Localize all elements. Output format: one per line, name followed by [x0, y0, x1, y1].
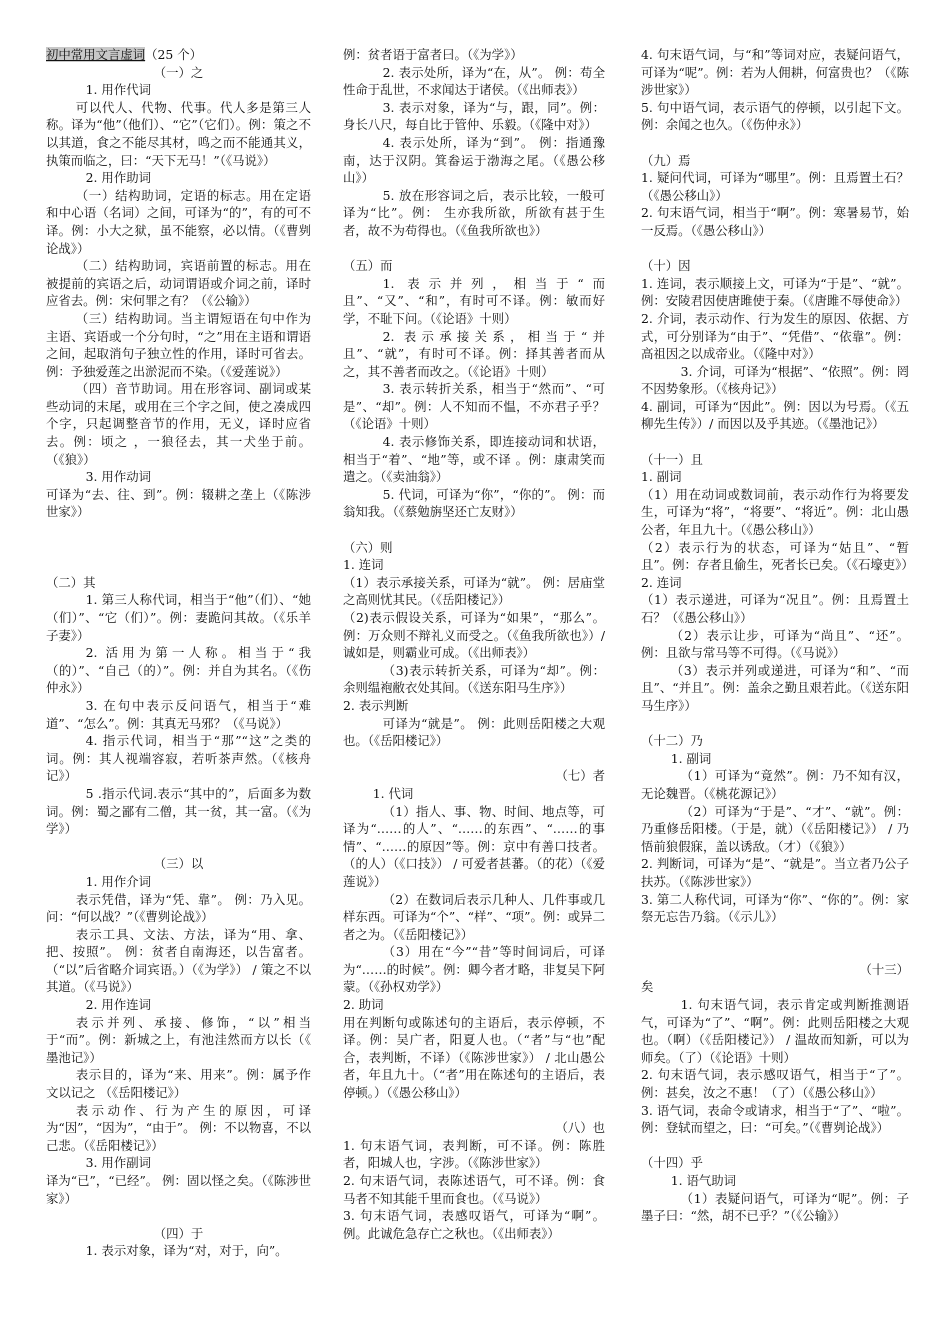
text-line: 3. 在句中表示反问语气，相当于“难道”、“怎么”。例：其真无马邪？（《马说》）	[46, 697, 311, 731]
text-line: 3. 介词，可译为“根据”、“依照”。例：罔不因势象形。（《核舟记》）	[641, 363, 909, 397]
blank-line	[343, 1102, 605, 1120]
text-line: （五）而	[343, 258, 393, 274]
text-line: （三）结构助词。当主谓短语在句中作为主语、宾语或一个分句时，“之”用在主语和谓语之间，起取消句子独立性的作用，译时可省去。例：予独爱莲之出淤泥而不染。（《爱莲说》）	[46, 310, 311, 379]
text-line: 1. 表示并列，相当于“而且”、“又”、“和”，有时可不译。例：敏而好学，不耻下问。（《论语》十则）	[343, 275, 605, 326]
text-line: 4. 表示修饰关系，即连接动词和状语，相当于“着”、“地”等，或不译 。例：康肃笑而遣之。（《卖油翁》）	[343, 434, 605, 485]
text-line: 1. 语气助词	[670, 1173, 737, 1188]
text-line: 2. 句末语气词，表陈述语气，可不译。例：食马者不知其能千里而食也。（《马说》）	[343, 1173, 605, 1206]
text-line: （四）音节助词。用在形容词、副词或某些动词的末尾，或用在三个字之间，使之凑成四个字，只起调整音节的作用，无义，译时应省去。例：顷之 ，一狼径去，其一犬坐于前。（《狼》）	[46, 381, 311, 467]
text-line: 表示凭借，译为“凭、靠”。 例：乃入见。问：“何以战？”（《曹刿论战》）	[46, 891, 311, 925]
text-line: （二）其	[46, 574, 96, 590]
text-line: 4. 副词，可译为“因此”。例：因以为号焉。（《五柳先生传》）/ 而因以及乎其迹。（《墨池记》）	[641, 398, 909, 432]
text-line: 表示工具、文法、方法，译为“用、拿、把、按照”。 例：贫者自南海还，以告富者。（“以”后省略介词宾语。）（《为学》） / 策之不以其道。（《马说》）	[46, 926, 311, 995]
blank-line	[46, 556, 311, 574]
text-line: 1. 用作介词	[85, 873, 151, 889]
text-line: 5. 放在形容词之后，表示比较，一般可译为“比”。例： 生亦我所欲，所欲有甚于生者，故不为苟得也。（《鱼我所欲也》）	[343, 187, 605, 238]
text-line: 2. 用作连词	[85, 997, 151, 1013]
text-line: 1. 疑问代词，可译为“哪里”。例：且焉置土石？（《愚公移山》）	[641, 170, 909, 203]
text-line: （1）指人、事、物、时间、地点等，可译为“……的人”、“……的东西”、“……的事情”、“……的原因”等。例：京中有善口技者。（的人）（《口技》） / 可爱者甚蕃。（的花）（《爱莲说》）	[343, 803, 605, 889]
blank-line	[343, 521, 605, 539]
text-line: 3. 表示转折关系，相当于“然而”、“可是”、“却”。例：人不知而不愠，不亦君子乎？（《论语》十则）	[343, 381, 605, 432]
text-line: （四）于	[153, 1225, 204, 1241]
text-line: 2. 连词	[641, 574, 682, 590]
text-line: （2)表示假设关系，可译为“如果”，“那么”。例：万众则不辩礼义而受之。（《鱼我所欲也》）/ 诚如是，则霸业可成。（《出师表》）	[343, 610, 605, 661]
text-line: （3）表示并列或递进，可译为“和”、“而且”、“并且”。例：盖余之勤且艰若此。（《送东阳马生序》）	[641, 662, 909, 713]
text-line: 2. 活用为第一人称。相当于“我（的）”、“自己（的）”。例：并自为其名。（《伤仲永》）	[46, 645, 311, 696]
text-line: （一）结构助词，定语的标志。用在定语和中心语（名词）之间，可译为“的”，有的可不译。例：小大之狱，虽不能察，必以情。（《曹刿论战》）	[46, 187, 311, 256]
text-line: （十一）且	[641, 451, 703, 467]
text-line: 1. 代词	[372, 785, 414, 801]
text-line: 3. 表示对象，译为“与，跟，同”。例：身长八尺，每自比于管仲、乐毅。（《隆中对》）	[343, 99, 605, 133]
blank-line	[343, 750, 605, 768]
text-line: （1）表疑问语气，可译为“呢”。例：子墨子曰：“然，胡不已乎？”（《公输》）	[641, 1190, 909, 1224]
text-line: 1. 用作代词	[85, 82, 151, 98]
text-line: 5. 代词，可译为“你”，“你的”。 例：而翁知我。（《蔡勉旃坚还亡友财》）	[343, 486, 605, 520]
text-line: 1. 第三人称代词，相当于“他”（们）、“她（们）”、“它（们）”。例：妻跪问其故。（《乐羊子妻》）	[46, 592, 311, 643]
blank-line	[46, 539, 311, 557]
text-line: 1. 副词	[670, 750, 712, 766]
text-line: 可译为“去、往、到”。例：辍耕之垄上（《陈涉世家》）	[46, 486, 311, 520]
text-line: （九）焉	[641, 152, 691, 168]
blank-line	[641, 433, 909, 451]
text-line: 5 .指示代词.表示“其中的”，后面多为数词。例：蜀之鄙有二僧，其一贫，其一富。（《为学》）	[46, 785, 311, 837]
text-line: 1. 表示对象，译为“对，对于，向”。	[85, 1243, 288, 1259]
text-line: 3. 第二人称代词，可译为“你”、“你的”。例：家祭无忘告乃翁。（《示儿》）	[641, 891, 909, 925]
text-line: 可以代人、代物、代事。代人多是第三人称。译为“他”（他们）、“它”（它们）。例：策之不以其道，食之不能尽其材，鸣之而不能通其义，执策而临之，曰：“天下无马！”（《马说》）	[46, 99, 311, 168]
text-line: （七）者	[555, 768, 605, 784]
text-line: （1）用在动词或数词前，表示动作行为将要发生，可译为“将”，“将要”、“将近”。例：北山愚公者，年且九十。（《愚公移山》）	[641, 486, 909, 538]
text-line: 可译为“就是”。 例：此则岳阳楼之大观也。（《岳阳楼记》）	[343, 715, 605, 749]
column-left	[46, 46, 311, 1260]
text-line: （2）可译为“于是”、“才”、“就”。例：乃重修岳阳楼。（于是，就）（《岳阳楼记》） / 乃悟前狼假寐，盖以诱敌。（才）（《狼》）	[641, 803, 909, 854]
text-line: 1. 句末语气词，表示肯定或判断推测语气，可译为“了”、“啊”。例：此则岳阳楼之大观也。（啊）（《岳阳楼记》） / 温故而知新，可以为师矣。（了）（《论语》十则）	[641, 997, 909, 1065]
text-line: （十三）	[859, 961, 909, 977]
text-line: （十四）乎	[641, 1155, 703, 1171]
text-line: 3. 句末语气词，表感叹语气，可译为“啊”。例。此诚危急存亡之秋也。（《出师表》）	[343, 1208, 605, 1241]
text-line: （1）表示承接关系，可译为“就”。 例：居庙堂之高则忧其民。（《岳阳楼记》）	[343, 574, 605, 608]
blank-line	[641, 1137, 909, 1155]
blank-line	[641, 715, 909, 733]
text-line: 1. 连词，表示顺接上文，可译为“于是”、“就”。例：安陵君因使唐雎使于秦。（《唐雎不辱使命》）	[641, 275, 909, 309]
text-line: （八）也	[555, 1120, 605, 1136]
column-middle	[343, 46, 605, 1242]
text-line: （1）可译为“竟然”。例：乃不知有汉，无论魏晋。（《桃花源记》）	[641, 768, 909, 801]
text-line: 表示目的，译为“来、用来”。例：属予作文以记之 （《岳阳楼记》）	[46, 1067, 311, 1101]
blank-line	[46, 521, 311, 539]
text-line: 用在判断句或陈述句的主语后，表示停顿，不译。例：吴广者，阳夏人也。（“者”与“也”配合，表判断，不译）（《陈涉世家》） / 北山愚公者，年且九十。（“者”用在陈述句的主语后，表停顿。）（《愚公移山》）	[343, 1014, 605, 1101]
text-line: 矣	[641, 979, 654, 995]
text-line: （十二）乃	[641, 733, 703, 749]
blank-line	[641, 926, 909, 944]
text-line: （3)表示转折关系，可译为“却”。例：余则缊袍敝衣处其间。（《送东阳马生序》）	[343, 662, 605, 696]
text-line: 2. 助词	[343, 997, 384, 1013]
text-line: 2. 介词，表示动作、行为发生的原因、依据、方式，可分别译为“由于”、“凭借”、“依靠”。例：高祖因之以成帝业。（《隆中对》）	[641, 310, 909, 362]
text-line: 2. 句末语气词，表示感叹语气，相当于“了”。例：甚矣，汝之不惠！（了）（《愚公移山》）	[641, 1067, 909, 1101]
text-line: 2. 用作助词	[85, 170, 151, 186]
text-line: 1. 句末语气词，表判断，可不译。例：陈胜者，阳城人也，字涉。（《陈涉世家》）	[343, 1137, 605, 1171]
text-line: 4. 表示处所，译为“到”。 例：指通豫南，达于汉阴。箕畚运于渤海之尾。（《愚公移山》）	[343, 134, 605, 186]
text-line: （1）表示递进，可译为“况且”。例：且焉置土石？（《愚公移山》）	[641, 592, 909, 625]
text-line: （一）之	[153, 64, 204, 80]
text-line: 4. 指示代词，相当于“那”“这”之类的词。例：其人视端容寂，若听茶声然。（《核舟记》）	[46, 733, 311, 784]
text-line: 表示并列、承接、修饰，“以”相当于“而”。例：新城之上，有池洼然而方以长（《 墨池记》）	[46, 1014, 311, 1065]
text-line: 表示动作、行为产生的原因，可译为“因”，“因为”，“由于”。 例：不以物喜，不以己悲。（《岳阳楼记》）	[46, 1102, 311, 1153]
text-line: 1. 连词	[343, 557, 384, 573]
text-line: （三）以	[153, 856, 204, 872]
text-line: 1. 副词	[641, 469, 682, 485]
text-line: 5. 句中语气词，表示语气的停顿，以引起下文。例：余闻之也久。（《伤仲永》）	[641, 99, 909, 133]
text-line: 译为“已”，“已经”。 例：固以怪之矣。（《陈涉世家》）	[46, 1173, 311, 1206]
doc-count: （25 个）	[145, 47, 203, 62]
text-line: 2. 表示判断	[343, 697, 409, 713]
text-line: （3）用在“今”“昔”等时间词后，可译为“……的时候”。例：卿今者才略，非复吴下阿蒙。（《孙权劝学》）	[343, 944, 605, 995]
text-line: 2. 表示处所，译为“在，从”。 例：苟全性命于乱世，不求闻达于诸侯。（《出师表》）	[343, 64, 605, 98]
text-line: （2）在数词后表示几种人、几件事或几样东西。可译为“个”、“样”、“项”。例：或异二者之为。（《岳阳楼记》）	[343, 891, 605, 942]
text-line: 例：贫者语于富者曰。（《为学》）	[343, 47, 523, 62]
text-line: 4. 句末语气词，与“和”等词对应，表疑问语气，可译为“呢”。例：若为人佣耕，何富贵也？（《陈涉世家》）	[641, 47, 909, 98]
doc-heading	[46, 46, 311, 64]
text-line: （十）因	[641, 258, 691, 274]
blank-line	[343, 240, 605, 258]
doc-title: 初中常用文言虚词	[46, 47, 146, 62]
text-line: 2. 判断词，可译为“是”、“就是”。当立者乃公子扶苏。（《陈涉世家》）	[641, 856, 909, 889]
blank-line	[46, 838, 311, 856]
blank-line	[641, 240, 909, 258]
text-line: （六）则	[343, 539, 393, 555]
text-line: （2）表示让步，可译为“尚且”、“还”。例：且欲与常马等不可得。（《马说》）	[641, 627, 909, 661]
text-line: 3. 用作副词	[85, 1155, 151, 1171]
blank-line	[641, 134, 909, 152]
blank-line	[641, 943, 909, 961]
blank-line	[46, 1207, 311, 1225]
text-line: 3. 用作动词	[85, 469, 151, 485]
text-line: 2. 表示承接关系，相当于“并且”、“就”，有时可不译。例：择其善者而从之，其不善者而改之。（《论语》十则）	[343, 328, 605, 379]
column-right	[641, 46, 914, 1225]
text-line: （2）表示行为的状态，可译为“姑且”、“暂且”。例：存者且偷生，死者长已矣。（《石壕吏》）	[641, 539, 914, 573]
text-line: （二）结构助词，宾语前置的标志。用在被提前的宾语之后，动词谓语或介词之前，译时应省去。例：宋何罪之有？（《公输》）	[46, 258, 311, 309]
text-line: 3. 语气词，表命令或请求，相当于“了”、“啦”。例：登轼而望之，曰：“可矣。”（《曹刿论战》）	[641, 1102, 909, 1136]
text-line: 2. 句末语气词，相当于“啊”。例：寒暑易节，始一反焉。（《愚公移山》）	[641, 205, 909, 238]
